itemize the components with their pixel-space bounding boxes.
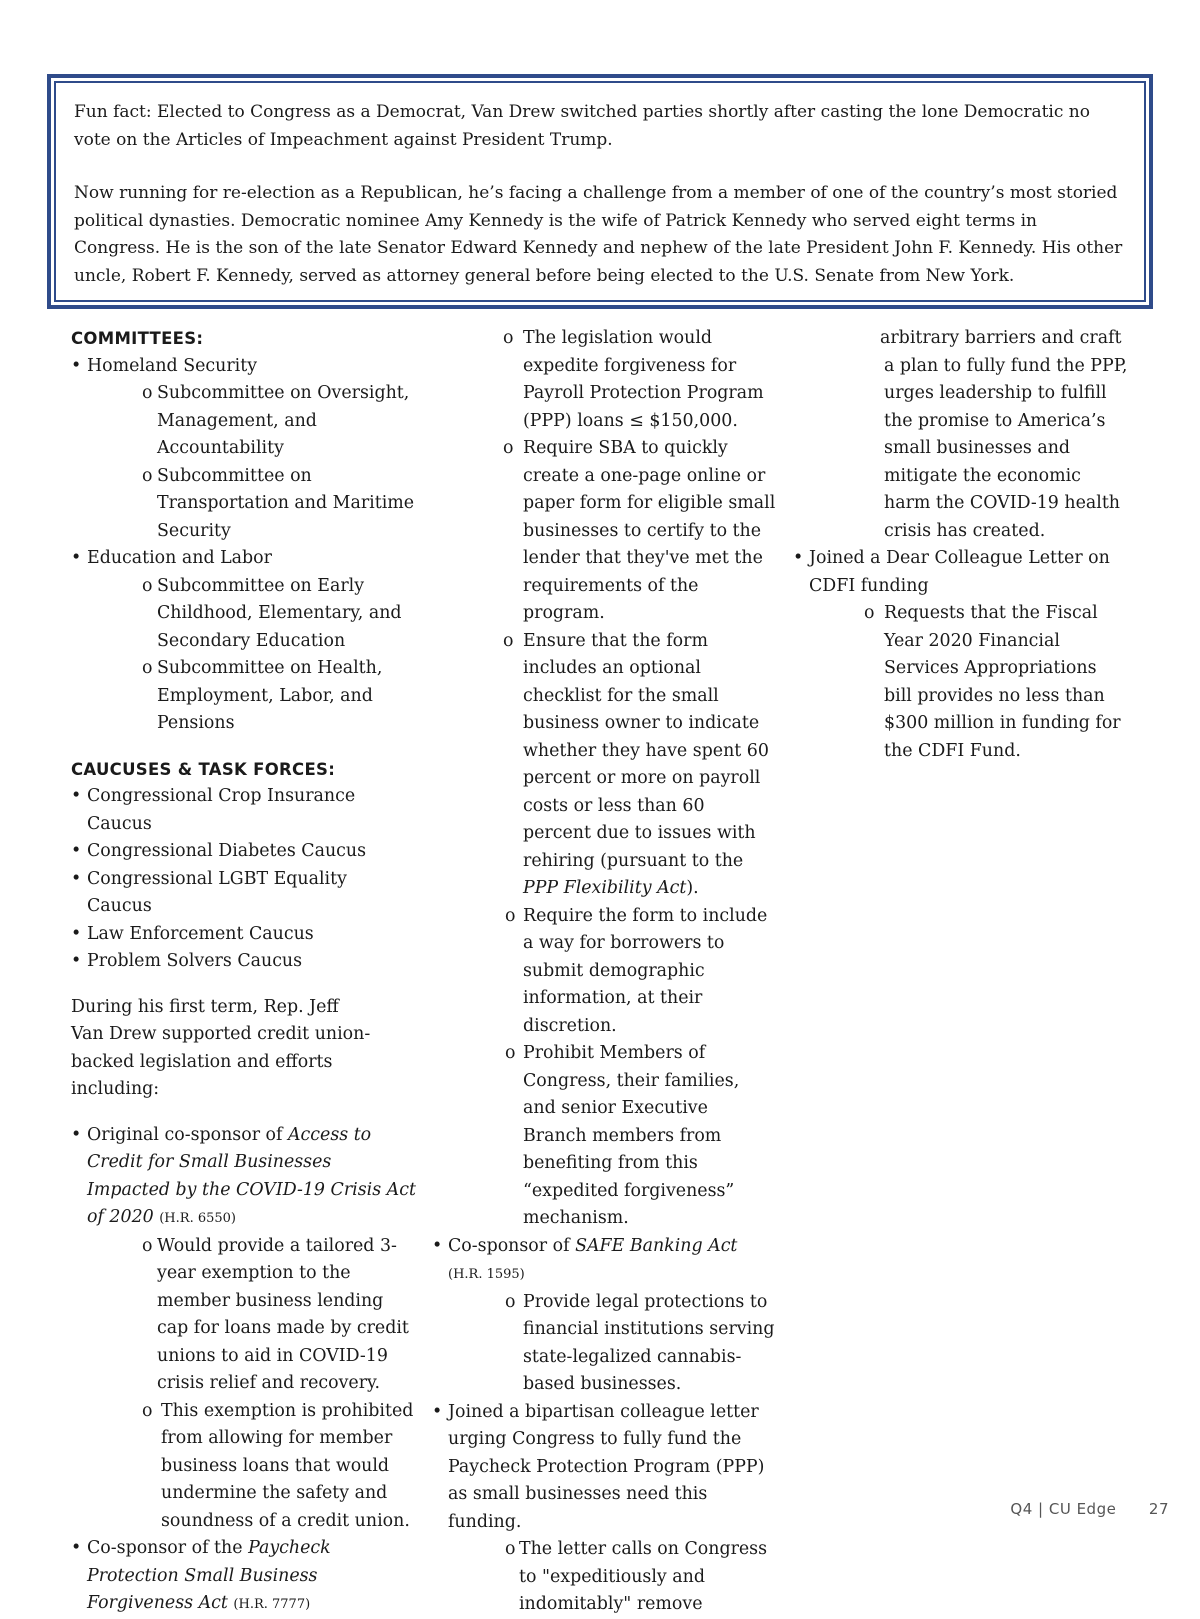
sub-marker: o <box>505 905 516 926</box>
sub-marker: o <box>503 328 514 348</box>
committee-education: • Education and Labor <box>71 545 416 573</box>
sub-marker: o <box>142 383 153 403</box>
sub-marker: o <box>142 575 153 596</box>
safe-sub1: o Provide legal protections to financial institutions serving state-legalized cannabis-based businesses. <box>432 1289 777 1399</box>
page-footer <box>1010 1500 1169 1518</box>
fun-fact-callout <box>47 74 1153 309</box>
committee-education-sub1: o Subcommittee on Early Childhood, Elementary, and Secondary Education <box>71 573 416 656</box>
committee-homeland: • Homeland Security <box>71 353 416 381</box>
safe-banking-item: • Co-sponsor of SAFE Banking Act (H.R. 1595) <box>432 1233 777 1289</box>
caucus-item: • Congressional Crop Insurance Caucus <box>71 783 416 838</box>
column-left <box>71 325 416 1619</box>
caucus-item: • Law Enforcement Caucus <box>71 921 416 949</box>
colleague-letter-item: • Joined a bipartisan colleague letter urging Congress to fully fund the Paycheck Protection Program (PPP) as small businesses need this funding. <box>432 1399 777 1537</box>
sub-marker: o <box>142 658 153 678</box>
ppp-sub1: o The legislation would expedite forgiveness for Payroll Protection Program (PPP) loans ≤ $150,000. <box>432 325 777 435</box>
caucus-item: • Congressional LGBT Equality Caucus <box>71 866 416 921</box>
cdfi-sub1: o Requests that the Fiscal Year 2020 Financial Services Appropriations bill provides no less than $300 million in funding for the CDFI Fund. <box>793 600 1128 765</box>
sub-marker: o <box>864 603 875 623</box>
sub-marker: o <box>142 1235 153 1256</box>
page-number: 27 <box>1148 1500 1169 1518</box>
sub-marker: o <box>142 465 153 486</box>
letter-sub1: o The letter calls on Congress to "expeditiously and indomitably" remove <box>432 1536 777 1619</box>
callout-inner <box>54 81 1146 302</box>
intro-paragraph: During his first term, Rep. Jeff Van Drew supported credit union-backed legislation and efforts including: <box>71 996 371 1099</box>
ppp-forgiveness-item: • Co-sponsor of the Paycheck Protection Small Business Forgiveness Act (H.R. 7777) <box>71 1535 416 1619</box>
ppp-sub3: o Ensure that the form includes an optional checklist for the small business owner to indicate whether they have spent 60 percent or more on payroll costs or less than 60 percent due to issues with rehiring (pursuant to the PPP Flexibility Act). <box>432 628 777 903</box>
cdfi-letter-item: • Joined a Dear Colleague Letter on CDFI funding <box>793 545 1128 600</box>
sub-marker: o <box>505 1539 516 1559</box>
sub-marker: o <box>505 1043 516 1063</box>
reelection-paragraph: Now running for re-election as a Republican, he’s facing a challenge from a member of one of the country’s most storied political dynasties. Democratic nominee Amy Kennedy is the wife of Patrick Kennedy who served eight terms in Congress. He is the son of the late Senator Edward Kennedy and nephew of the late President John F. Kennedy. His other uncle, Robert F. Kennedy, served as attorney general before being elected to the U.S. Senate from New York. <box>74 183 1123 286</box>
ppp-sub4: o Require the form to include a way for borrowers to submit demographic information, at their discretion. <box>432 903 777 1041</box>
fun-fact-paragraph: Fun fact: Elected to Congress as a Democrat, Van Drew switched parties shortly after casting the lone Democratic no vote on the Articles of Impeachment against President Trump. <box>74 102 1090 150</box>
access-sub2: o This exemption is prohibited from allowing for member business loans that would undermine the safety and soundness of a credit union. <box>71 1398 416 1536</box>
letter-sub1-continued: arbitrary barriers and craft a plan to fully fund the PPP, urges leadership to fulfill the promise to America’s small businesses and mitigate the economic harm the COVID-19 health crisis has created. <box>880 328 1128 541</box>
committee-homeland-sub2: o Subcommittee on Transportation and Maritime Security <box>71 463 416 546</box>
ppp-sub5: o Prohibit Members of Congress, their families, and senior Executive Branch members from benefiting from this “expedited forgiveness” mechanism. <box>432 1040 777 1233</box>
sub-marker: o <box>503 630 514 651</box>
ppp-sub2: o Require SBA to quickly create a one-page online or paper form for eligible small businesses to certify to the lender that they've met the requirements of the program. <box>432 435 777 628</box>
caucus-item: • Congressional Diabetes Caucus <box>71 838 416 866</box>
sub-marker: o <box>503 438 514 458</box>
committees-heading: COMMITTEES: <box>71 329 204 348</box>
access-sub1: o Would provide a tailored 3-year exemption to the member business lending cap for loans made by credit unions to aid in COVID-19 crisis relief and recovery. <box>71 1233 416 1398</box>
caucus-item: • Problem Solvers Caucus <box>71 948 416 976</box>
column-right <box>793 325 1128 765</box>
access-to-credit-item: • Original co-sponsor of Access to Credit for Small Businesses Impacted by the COVID-19 Crisis Act of 2020 (H.R. 6550) <box>71 1122 416 1233</box>
publication-name: Q4 | CU Edge <box>1010 1500 1117 1518</box>
sub-marker: o <box>505 1291 516 1312</box>
committee-homeland-sub1: o Subcommittee on Oversight, Management, and Accountability <box>71 380 416 463</box>
column-middle <box>432 325 777 1619</box>
committee-education-sub2: o Subcommittee on Health, Employment, Labor, and Pensions <box>71 655 416 738</box>
sub-marker: o <box>142 1400 153 1421</box>
caucuses-heading: CAUCUSES & TASK FORCES: <box>71 759 336 779</box>
